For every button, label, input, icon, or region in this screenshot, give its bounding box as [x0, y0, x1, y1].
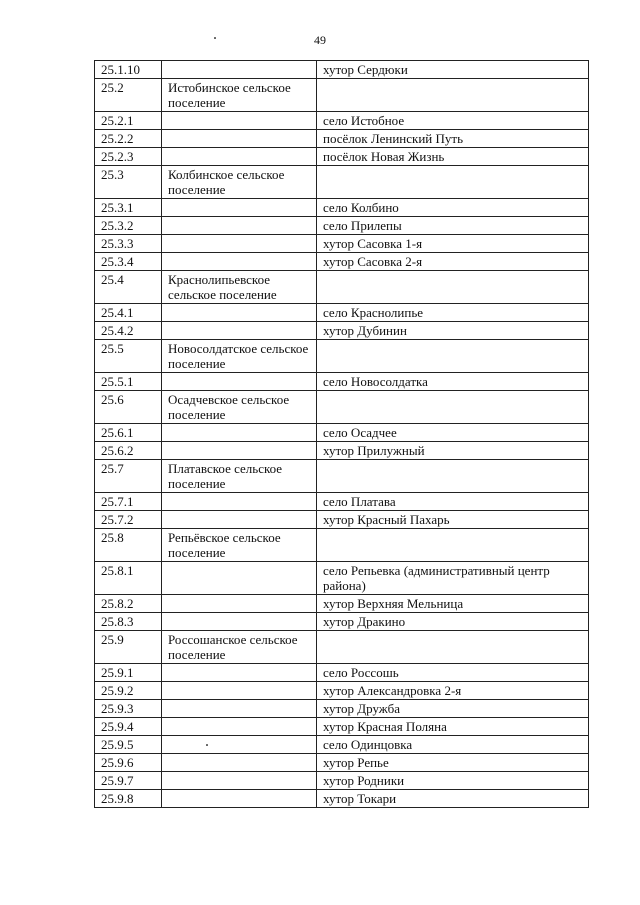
row-locality [317, 79, 589, 112]
row-locality: село Платава [317, 493, 589, 511]
row-locality: хутор Дракино [317, 613, 589, 631]
row-settlement: Репьёвское сельское поселение [162, 529, 317, 562]
row-locality: посёлок Новая Жизнь [317, 148, 589, 166]
row-locality: хутор Токари [317, 790, 589, 808]
table-row [95, 79, 589, 112]
table-row [95, 61, 589, 79]
row-locality: хутор Сердюки [317, 61, 589, 79]
row-settlement [162, 754, 317, 772]
row-settlement [162, 613, 317, 631]
row-settlement [162, 718, 317, 736]
row-settlement [162, 130, 317, 148]
row-code: 25.1.10 [95, 61, 162, 79]
row-settlement [162, 253, 317, 271]
table-row [95, 148, 589, 166]
row-settlement [162, 235, 317, 253]
row-code: 25.3.2 [95, 217, 162, 235]
row-code: 25.9.6 [95, 754, 162, 772]
row-settlement: Истобинское сельское поселение [162, 79, 317, 112]
table-row [95, 253, 589, 271]
row-settlement [162, 148, 317, 166]
table-row [95, 562, 589, 595]
row-settlement [162, 493, 317, 511]
row-locality: хутор Дубинин [317, 322, 589, 340]
table-row [95, 718, 589, 736]
table-row [95, 700, 589, 718]
row-code: 25.9.4 [95, 718, 162, 736]
row-settlement: Россошанское сельское поселение [162, 631, 317, 664]
row-settlement [162, 562, 317, 595]
row-code: 25.9 [95, 631, 162, 664]
row-locality: село Новосолдатка [317, 373, 589, 391]
row-settlement: Колбинское сельское поселение [162, 166, 317, 199]
table-row [95, 424, 589, 442]
row-locality: село Россошь [317, 664, 589, 682]
table-row [95, 754, 589, 772]
row-settlement [162, 442, 317, 460]
row-code: 25.9.5 [95, 736, 162, 754]
row-locality: хутор Верхняя Мельница [317, 595, 589, 613]
row-code: 25.8.1 [95, 562, 162, 595]
row-locality: село Осадчее [317, 424, 589, 442]
row-code: 25.8 [95, 529, 162, 562]
row-code: 25.5 [95, 340, 162, 373]
row-settlement [162, 373, 317, 391]
row-settlement [162, 790, 317, 808]
row-code: 25.3.4 [95, 253, 162, 271]
page-number: 49 [314, 33, 326, 47]
row-code: 25.4.2 [95, 322, 162, 340]
row-settlement [162, 424, 317, 442]
table-row [95, 217, 589, 235]
table-row [95, 613, 589, 631]
table-row [95, 112, 589, 130]
table-row [95, 682, 589, 700]
row-settlement [162, 772, 317, 790]
row-settlement [162, 217, 317, 235]
row-code: 25.5.1 [95, 373, 162, 391]
row-code: 25.9.7 [95, 772, 162, 790]
settlement-table [94, 60, 589, 808]
row-settlement [162, 112, 317, 130]
row-settlement [162, 664, 317, 682]
row-settlement [162, 595, 317, 613]
row-locality: хутор Репье [317, 754, 589, 772]
row-code: 25.4 [95, 271, 162, 304]
row-locality: хутор Родники [317, 772, 589, 790]
row-settlement [162, 736, 317, 754]
row-locality: хутор Красный Пахарь [317, 511, 589, 529]
table-row [95, 340, 589, 373]
table-row [95, 664, 589, 682]
row-code: 25.6.2 [95, 442, 162, 460]
table-row [95, 166, 589, 199]
scan-speck [214, 37, 216, 39]
row-code: 25.3 [95, 166, 162, 199]
row-code: 25.2.3 [95, 148, 162, 166]
row-locality: хутор Прилужный [317, 442, 589, 460]
table-row [95, 736, 589, 754]
row-settlement [162, 322, 317, 340]
table-row [95, 391, 589, 424]
row-code: 25.7.2 [95, 511, 162, 529]
table-row [95, 631, 589, 664]
row-locality: хутор Красная Поляна [317, 718, 589, 736]
row-locality [317, 271, 589, 304]
table-row [95, 595, 589, 613]
row-settlement: Краснолипьевское сельское поселение [162, 271, 317, 304]
table-row [95, 130, 589, 148]
table-row [95, 442, 589, 460]
row-settlement [162, 700, 317, 718]
row-code: 25.2.1 [95, 112, 162, 130]
row-code: 25.2 [95, 79, 162, 112]
table-row [95, 235, 589, 253]
row-code: 25.7.1 [95, 493, 162, 511]
row-locality: село Одинцовка [317, 736, 589, 754]
row-code: 25.9.1 [95, 664, 162, 682]
row-locality: село Прилепы [317, 217, 589, 235]
row-settlement [162, 61, 317, 79]
row-locality: посёлок Ленинский Путь [317, 130, 589, 148]
table-row [95, 304, 589, 322]
row-code: 25.9.2 [95, 682, 162, 700]
row-settlement: Новосолдатское сельское поселение [162, 340, 317, 373]
row-locality: хутор Дружба [317, 700, 589, 718]
row-locality [317, 340, 589, 373]
row-code: 25.6 [95, 391, 162, 424]
settlement-table-body [95, 61, 589, 808]
table-row [95, 790, 589, 808]
table-row [95, 493, 589, 511]
row-settlement: Платавское сельское поселение [162, 460, 317, 493]
row-locality [317, 166, 589, 199]
row-locality: хутор Сасовка 1-я [317, 235, 589, 253]
row-code: 25.3.1 [95, 199, 162, 217]
row-settlement [162, 199, 317, 217]
row-locality: село Репьевка (административный центр района) [317, 562, 589, 595]
row-locality: село Краснолипье [317, 304, 589, 322]
table-row [95, 373, 589, 391]
row-locality [317, 631, 589, 664]
table-row [95, 271, 589, 304]
row-locality: хутор Сасовка 2-я [317, 253, 589, 271]
table-row [95, 460, 589, 493]
table-row [95, 772, 589, 790]
row-locality: село Колбино [317, 199, 589, 217]
row-locality [317, 529, 589, 562]
row-locality: хутор Александровка 2-я [317, 682, 589, 700]
row-code: 25.7 [95, 460, 162, 493]
row-code: 25.4.1 [95, 304, 162, 322]
row-code: 25.8.2 [95, 595, 162, 613]
row-settlement [162, 682, 317, 700]
row-code: 25.9.3 [95, 700, 162, 718]
row-locality: село Истобное [317, 112, 589, 130]
table-row [95, 199, 589, 217]
row-code: 25.9.8 [95, 790, 162, 808]
row-code: 25.6.1 [95, 424, 162, 442]
row-code: 25.3.3 [95, 235, 162, 253]
row-settlement: Осадчевское сельское поселение [162, 391, 317, 424]
table-row [95, 511, 589, 529]
row-settlement [162, 511, 317, 529]
row-locality [317, 460, 589, 493]
table-row [95, 529, 589, 562]
row-settlement [162, 304, 317, 322]
row-code: 25.2.2 [95, 130, 162, 148]
row-locality [317, 391, 589, 424]
table-row [95, 322, 589, 340]
row-code: 25.8.3 [95, 613, 162, 631]
